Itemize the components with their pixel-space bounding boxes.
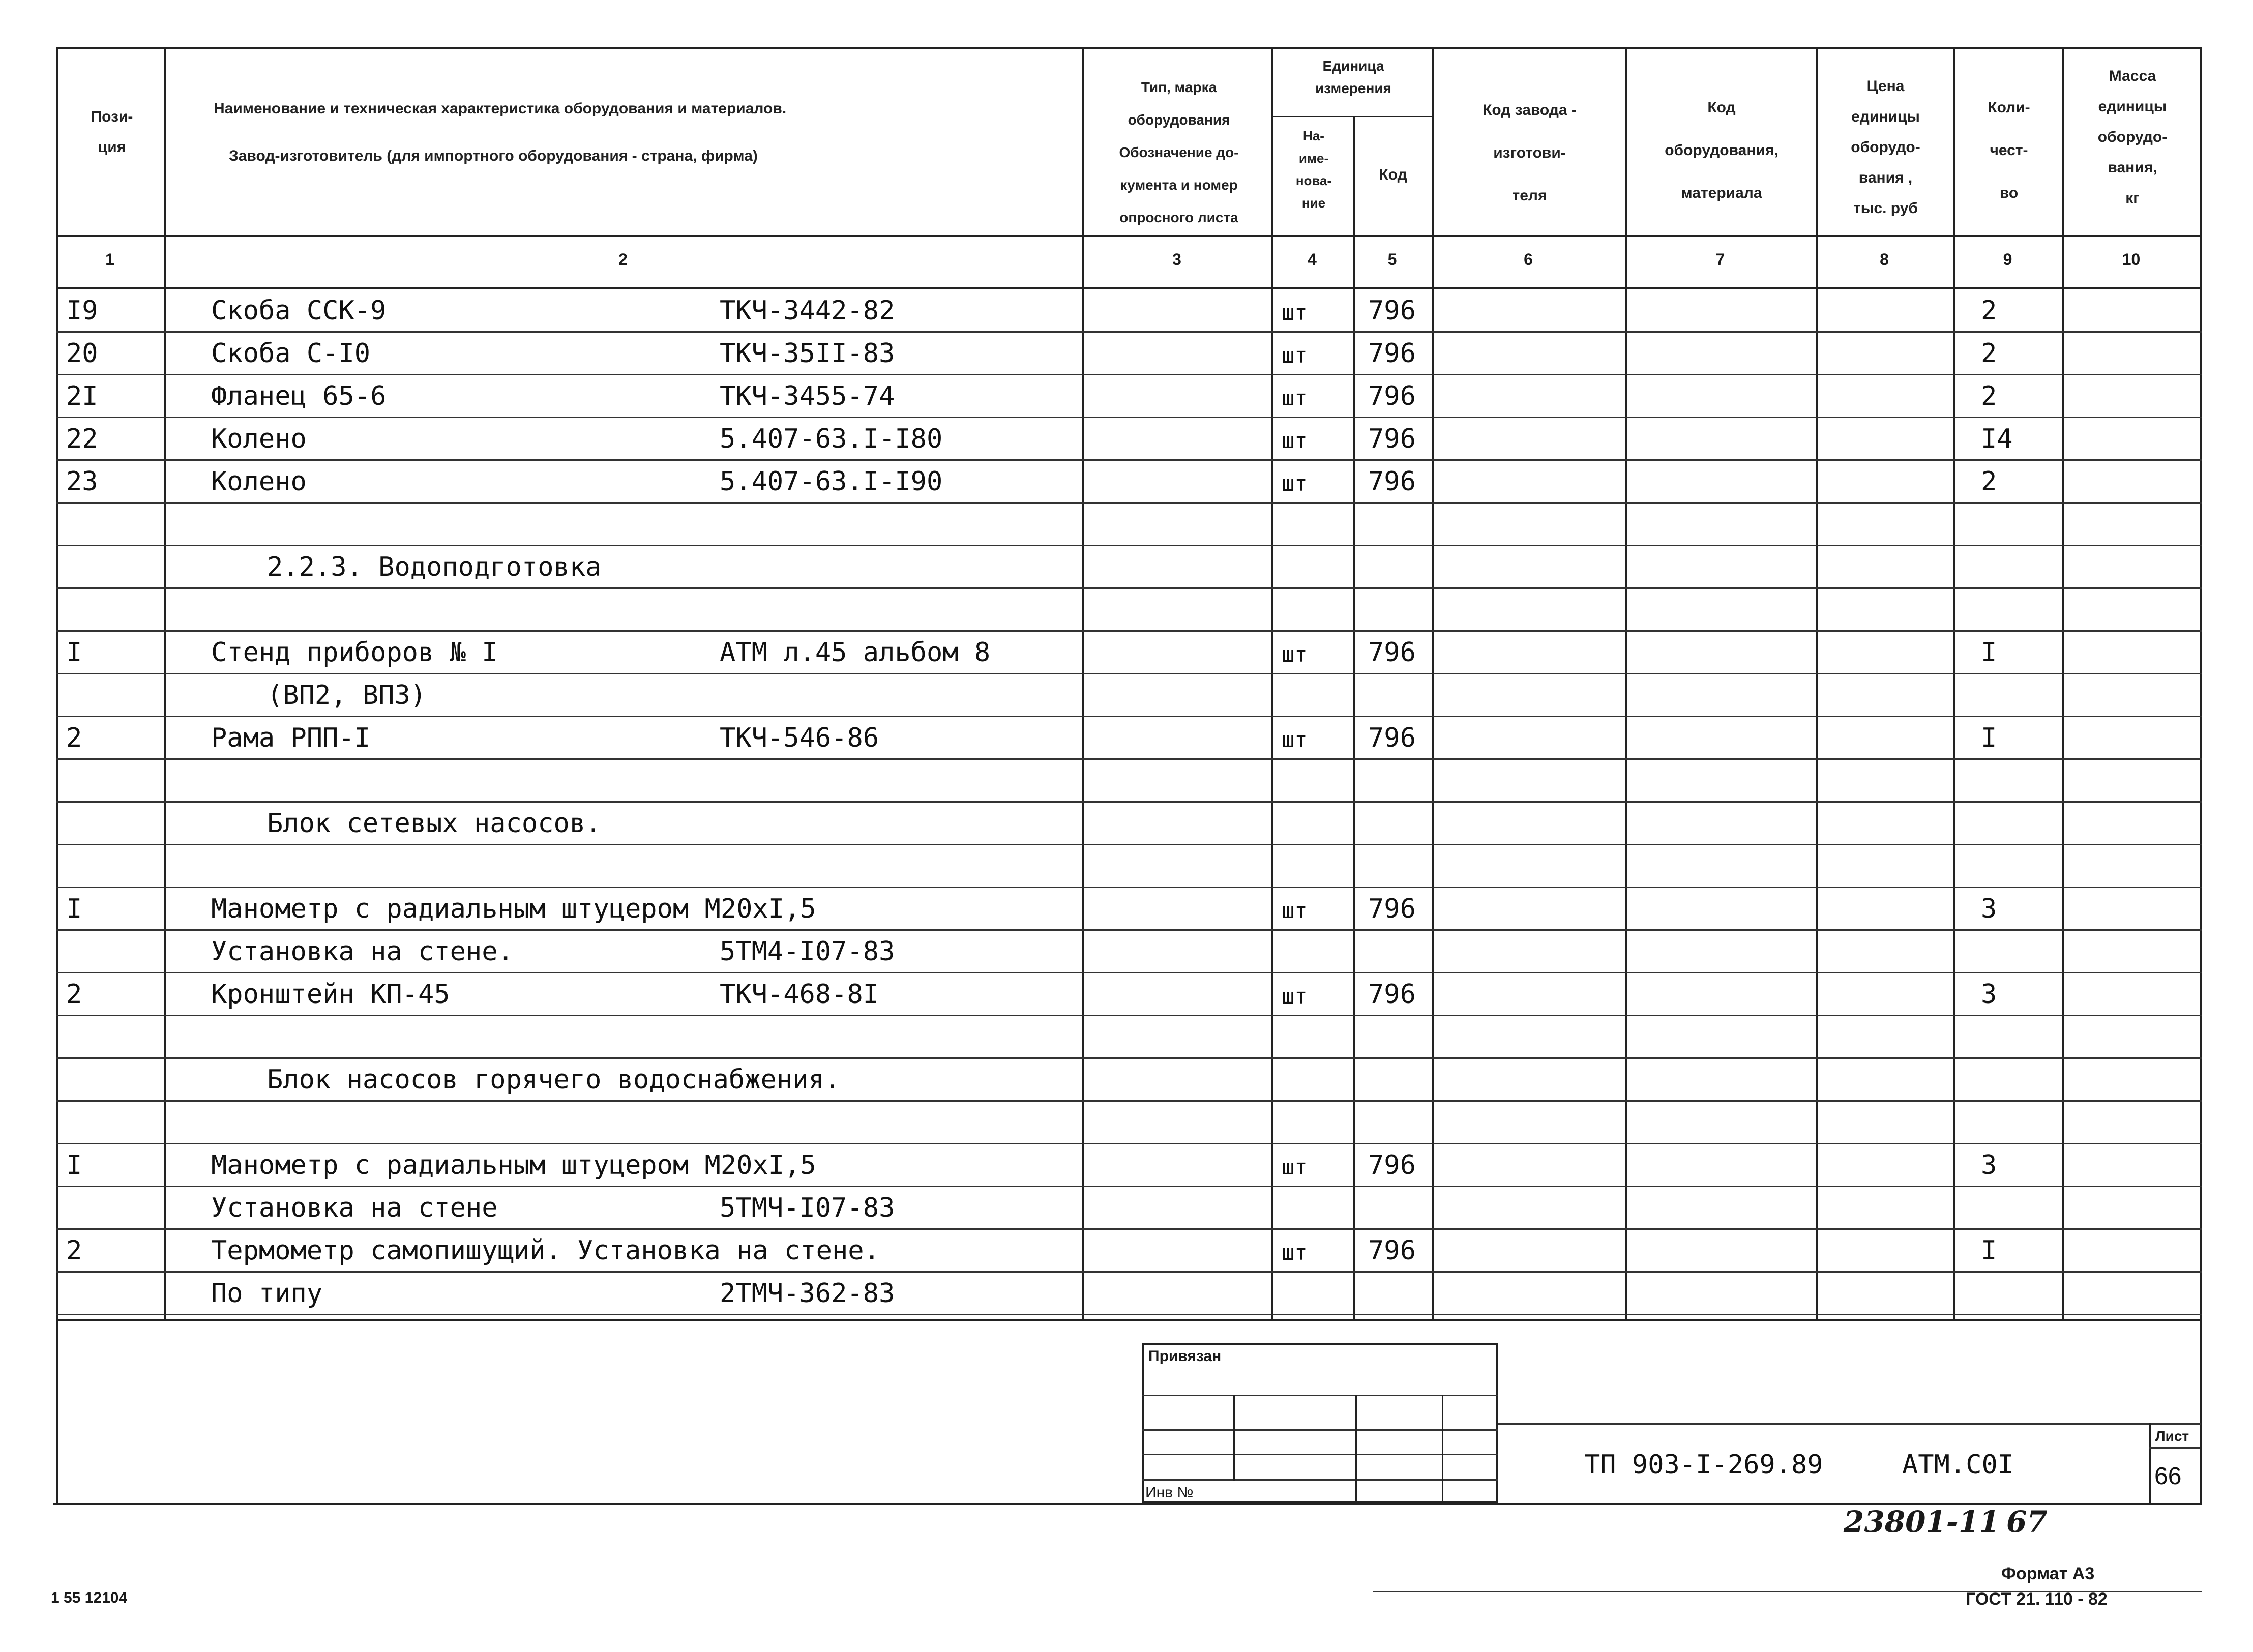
row-unit: шт	[1282, 428, 1308, 453]
title-block-col-2	[1355, 1395, 1357, 1503]
row-unit-code: 796	[1368, 381, 1416, 411]
row-position: 20	[66, 338, 98, 369]
title-block-line-2	[1142, 1429, 1498, 1431]
row-document: ТКЧ-3442-82	[720, 296, 895, 326]
row-document: 5ТМЧ-I07-83	[720, 1193, 895, 1223]
header-equipment-code: Код оборудования, материала	[1665, 99, 1778, 201]
header-price: Цена единицы оборудо- вания , тыс. руб	[1851, 78, 1920, 217]
section-heading: Блок сетевых насосов.	[267, 808, 602, 839]
table-row-line	[56, 630, 2202, 632]
title-block-col-1	[1233, 1395, 1235, 1481]
row-document: АТМ л.45 альбом 8	[720, 637, 991, 668]
row-name: Скоба ССК-9	[211, 296, 387, 326]
row-unit: шт	[1282, 898, 1308, 923]
table-row-line	[56, 1186, 2202, 1187]
row-unit: шт	[1282, 1240, 1308, 1265]
row-document: 5ТМ4-I07-83	[720, 936, 895, 967]
row-position: I9	[66, 296, 98, 326]
colnum-9: 9	[2003, 250, 2012, 269]
row-name: Скоба С-I0	[211, 338, 371, 369]
table-row-line	[56, 374, 2202, 375]
header-unit-name: На- име- нова- ние	[1295, 128, 1332, 211]
row-unit: шт	[1282, 343, 1308, 368]
row-unit-code: 796	[1368, 338, 1416, 369]
row-name: Установка на стене	[211, 1193, 498, 1223]
row-unit-code: 796	[1368, 1150, 1416, 1181]
table-row-line	[56, 587, 2202, 589]
colnum-6: 6	[1524, 250, 1533, 269]
col-line-5	[1432, 47, 1434, 1319]
row-name: Манометр с радиальным штуцером М20хI,5	[211, 1150, 816, 1181]
table-row-line	[56, 758, 2202, 760]
section-heading: (ВП2, ВП3)	[267, 680, 427, 711]
handwritten-number: 23801-11	[1844, 1504, 2000, 1539]
row-position: 2I	[66, 381, 98, 411]
row-unit: шт	[1282, 984, 1308, 1009]
table-row-line	[56, 673, 2202, 674]
title-block-line-4	[1142, 1479, 1498, 1481]
row-position: I	[66, 894, 82, 924]
inventory-label: Инв №	[1145, 1484, 1194, 1501]
document-code: АТМ.С0I	[1902, 1450, 2014, 1480]
colnum-5: 5	[1387, 250, 1397, 269]
colnum-3: 3	[1172, 250, 1181, 269]
title-block-col-3	[1442, 1395, 1443, 1503]
section-heading: 2.2.3. Водоподготовка	[267, 552, 602, 582]
table-row-line	[56, 801, 2202, 803]
table-row-line	[56, 1314, 2202, 1315]
row-unit: шт	[1282, 1155, 1308, 1179]
title-block-line-1	[1142, 1395, 1498, 1396]
row-unit-code: 796	[1368, 894, 1416, 924]
table-row-line	[56, 545, 2202, 546]
frame-right-line	[2200, 47, 2202, 1503]
privyazan-label: Привязан	[1148, 1348, 1222, 1365]
unit-split-line	[1271, 116, 1432, 117]
row-unit: шт	[1282, 642, 1308, 667]
colnum-4: 4	[1308, 250, 1317, 269]
col-line-1	[164, 47, 166, 1319]
header-quantity: Коли- чест- во	[1988, 99, 2030, 201]
row-unit: шт	[1282, 300, 1308, 325]
table-row-line	[56, 1143, 2202, 1144]
table-row-line	[56, 1271, 2202, 1273]
table-row-line	[56, 1100, 2202, 1102]
header-type: Тип, марка оборудования Обозначение до- кумента и номер опросного листа	[1119, 79, 1239, 225]
row-document: ТКЧ-35II-83	[720, 338, 895, 369]
table-bottom-line	[56, 1319, 2202, 1321]
row-unit: шт	[1282, 386, 1308, 410]
row-quantity: 3	[1981, 1150, 1997, 1181]
row-name: Кронштейн КП-45	[211, 979, 450, 1010]
row-position: 23	[66, 466, 98, 497]
header-name: Наименование и техническая характеристика оборудования и материалов.	[214, 100, 787, 117]
table-row-line	[56, 716, 2202, 717]
table-row-line	[56, 1057, 2202, 1059]
header-unit: Единица измерения	[1315, 58, 1391, 96]
row-document: ТКЧ-468-8I	[720, 979, 879, 1010]
row-name: По типу	[211, 1278, 323, 1309]
col-line-8	[1953, 47, 1955, 1319]
col-line-2	[1082, 47, 1084, 1319]
table-row-line	[56, 1228, 2202, 1230]
row-document: 5.407-63.I-I90	[720, 466, 943, 497]
gost-label: ГОСТ 21. 110 - 82	[1966, 1589, 2108, 1609]
row-unit-code: 796	[1368, 723, 1416, 753]
row-quantity: 2	[1981, 381, 1997, 411]
row-name: Фланец 65-6	[211, 381, 387, 411]
document-number: ТП 903-I-269.89	[1584, 1450, 1823, 1480]
row-position: I	[66, 1150, 82, 1181]
colnum-1: 1	[105, 250, 114, 269]
table-row-line	[56, 417, 2202, 418]
col-line-9	[2062, 47, 2064, 1319]
row-quantity: 2	[1981, 296, 1997, 326]
handwritten-page: 67	[2006, 1504, 2048, 1539]
section-heading: Блок насосов горячего водоснабжения.	[267, 1065, 841, 1095]
row-document: 5.407-63.I-I80	[720, 424, 943, 454]
row-unit-code: 796	[1368, 637, 1416, 668]
row-document: 2ТМЧ-362-83	[720, 1278, 895, 1309]
sheet-number: 66	[2154, 1463, 2182, 1490]
row-name: Термометр самопишущий. Установка на стене.	[211, 1235, 880, 1266]
col-line-6	[1625, 47, 1627, 1319]
table-row-line	[56, 972, 2202, 973]
footer-left-number: 1 55 12104	[51, 1589, 128, 1606]
table-row-line	[56, 887, 2202, 888]
row-position: 2	[66, 723, 82, 753]
row-quantity: 3	[1981, 894, 1997, 924]
table-row-line	[56, 459, 2202, 461]
colnum-10: 10	[2122, 250, 2141, 269]
frame-top-line	[56, 47, 2202, 49]
row-name: Колено	[211, 466, 307, 497]
row-name: Установка на стене.	[211, 936, 514, 967]
format-label: Формат А3	[2001, 1564, 2095, 1583]
sheet-label: Лист	[2155, 1428, 2189, 1444]
colnum-bottom-line	[56, 287, 2202, 289]
row-quantity: I4	[1981, 424, 2013, 454]
row-name: Рама РПП-I	[211, 723, 371, 753]
row-document: ТКЧ-3455-74	[720, 381, 895, 411]
row-name: Стенд приборов № I	[211, 637, 498, 668]
colnum-7: 7	[1715, 250, 1725, 269]
row-quantity: 3	[1981, 979, 1997, 1010]
row-unit-code: 796	[1368, 424, 1416, 454]
table-row-line	[56, 844, 2202, 845]
table-row-line	[56, 929, 2202, 931]
row-document: ТКЧ-546-86	[720, 723, 879, 753]
header-factory-code: Код завода - изготови- теля	[1483, 102, 1577, 204]
row-name: Манометр с радиальным штуцером М20хI,5	[211, 894, 816, 924]
row-quantity: I	[1981, 637, 1997, 668]
col-line-7	[1816, 47, 1818, 1319]
colnum-2: 2	[618, 250, 628, 269]
row-position: 2	[66, 1235, 82, 1266]
table-row-line	[56, 1015, 2202, 1016]
row-position: 2	[66, 979, 82, 1010]
header-mass: Масса единицы оборудо- вания, кг	[2097, 68, 2168, 206]
col-line-4	[1353, 116, 1355, 1319]
row-unit-code: 796	[1368, 296, 1416, 326]
sheet-box-line	[2149, 1447, 2200, 1449]
row-quantity: 2	[1981, 466, 1997, 497]
row-unit-code: 796	[1368, 979, 1416, 1010]
title-row-top-line	[1498, 1423, 2201, 1425]
header-position: Пози- ция	[91, 108, 133, 156]
colnum-8: 8	[1880, 250, 1889, 269]
row-quantity: I	[1981, 723, 1997, 753]
row-position: I	[66, 637, 82, 668]
header-bottom-line	[56, 235, 2202, 237]
header-unit-code: Код	[1379, 166, 1407, 183]
row-unit-code: 796	[1368, 1235, 1416, 1266]
row-unit: шт	[1282, 471, 1308, 496]
row-quantity: 2	[1981, 338, 1997, 369]
table-row-line	[56, 502, 2202, 504]
row-quantity: I	[1981, 1235, 1997, 1266]
title-block-line-3	[1142, 1454, 1498, 1455]
row-unit: шт	[1282, 727, 1308, 752]
header-manufacturer: Завод-изготовитель (для импортного оборудования - страна, фирма)	[229, 148, 758, 164]
col-line-3	[1271, 47, 1273, 1319]
row-unit-code: 796	[1368, 466, 1416, 497]
row-position: 22	[66, 424, 98, 454]
table-row-line	[56, 331, 2202, 333]
row-name: Колено	[211, 424, 307, 454]
